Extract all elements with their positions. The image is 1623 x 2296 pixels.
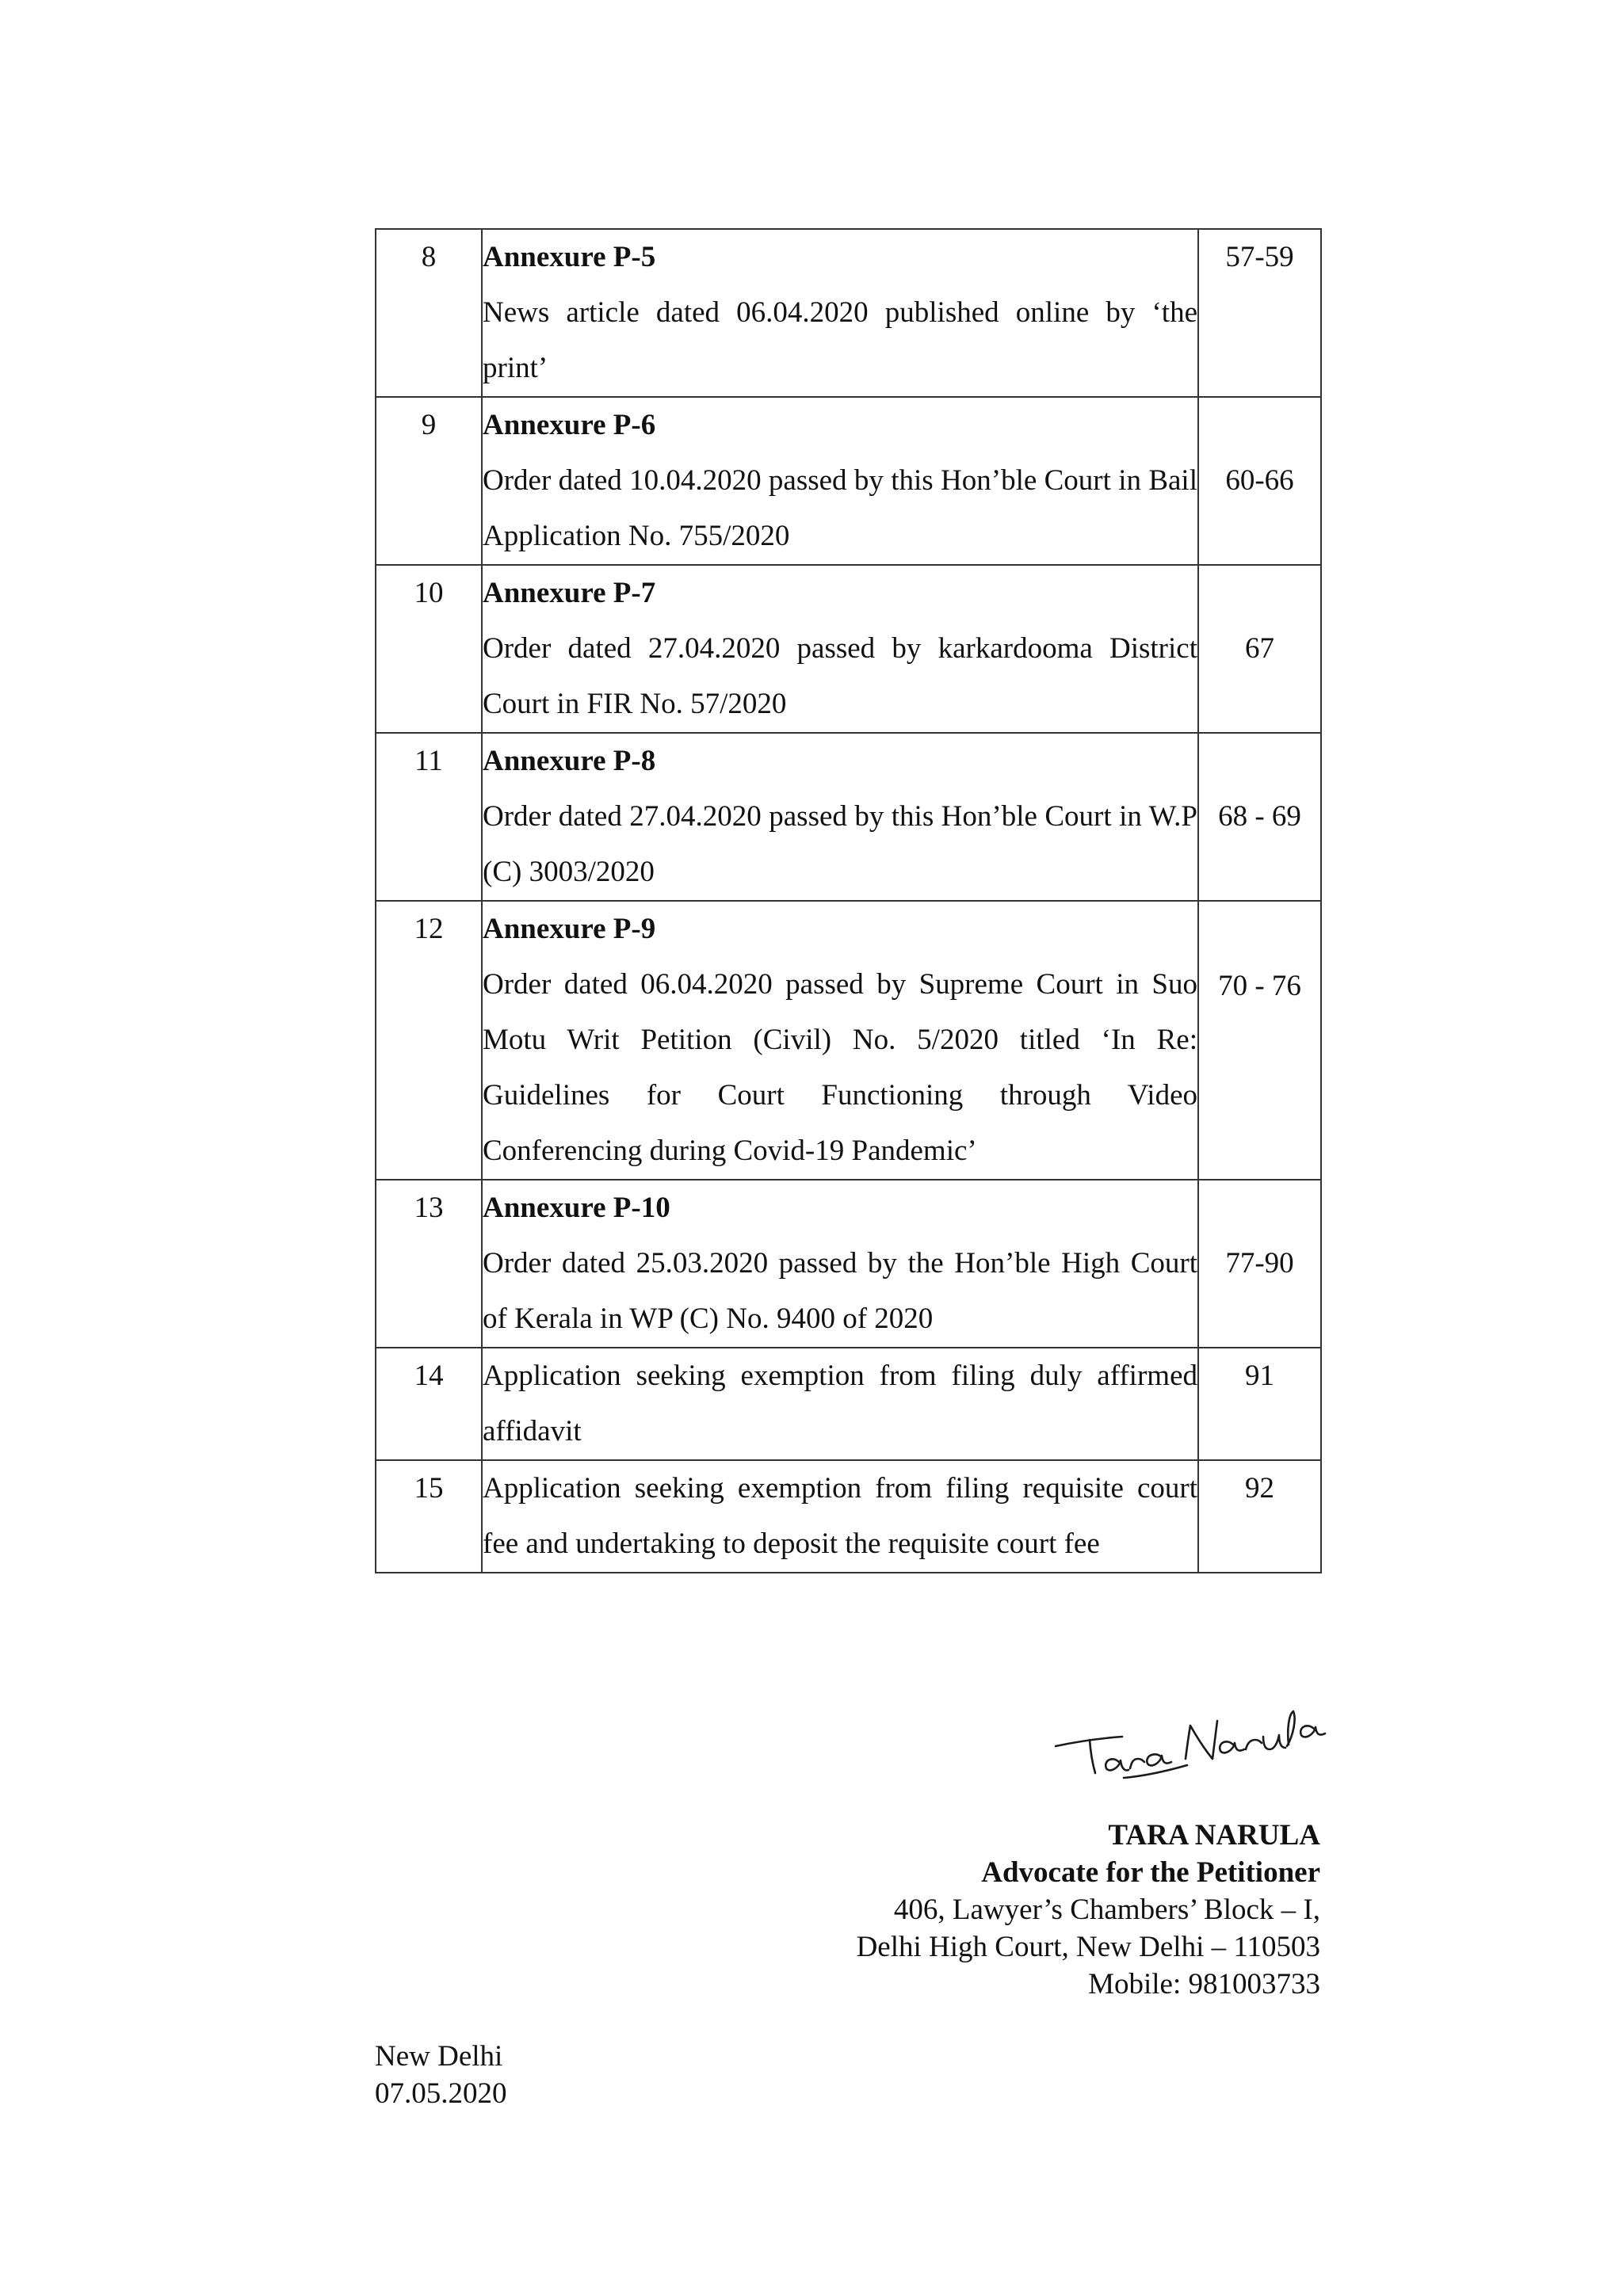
annexure-title: Annexure P-6	[483, 409, 656, 441]
address-line-1: 406, Lawyer’s Chambers’ Block – I,	[893, 1894, 1320, 1926]
address-line-2: Delhi High Court, New Delhi – 110503	[856, 1931, 1320, 1963]
mobile-number: Mobile: 981003733	[1088, 1968, 1320, 2000]
annexure-title: Annexure P-7	[483, 577, 656, 609]
document-description-cell	[482, 1460, 1198, 1573]
serial-number: 15	[376, 1460, 482, 1573]
serial-number: 10	[376, 565, 482, 733]
table-row	[376, 565, 1321, 733]
page-numbers: 60-66	[1198, 397, 1321, 565]
document-description: Order dated 27.04.2020 passed by karkardooma District Court in FIR No. 57/2020	[483, 632, 1197, 720]
annexure-title: Annexure P-5	[483, 241, 656, 273]
document-description: Order dated 27.04.2020 passed by this Hon’ble Court in W.P (C) 3003/2020	[483, 800, 1197, 888]
document-description-cell	[482, 1348, 1198, 1460]
table-row	[376, 901, 1321, 1180]
handwritten-signature	[1046, 1680, 1331, 1783]
annexure-title: Annexure P-10	[483, 1192, 670, 1224]
document-description-cell	[482, 1180, 1198, 1348]
serial-number: 11	[376, 733, 482, 901]
document-description-cell	[482, 901, 1198, 1180]
page-numbers: 68 - 69	[1198, 733, 1321, 901]
document-description: Application seeking exemption from filing duly affirmed affidavit	[483, 1360, 1197, 1447]
advocate-name: TARA NARULA	[1108, 1819, 1320, 1852]
advocate-role: Advocate for the Petitioner	[981, 1856, 1320, 1889]
serial-number: 9	[376, 397, 482, 565]
page-numbers: 70 - 76	[1198, 901, 1321, 1180]
date: 07.05.2020	[375, 2077, 507, 2110]
page-numbers: 67	[1198, 565, 1321, 733]
document-description-cell	[482, 229, 1198, 397]
document-description-cell	[482, 565, 1198, 733]
document-description: News article dated 06.04.2020 published online by ‘the print’	[483, 296, 1197, 384]
place: New Delhi	[375, 2040, 503, 2073]
table-row	[376, 1180, 1321, 1348]
table-row	[376, 397, 1321, 565]
serial-number: 14	[376, 1348, 482, 1460]
serial-number: 12	[376, 901, 482, 1180]
annexure-title: Annexure P-8	[483, 745, 656, 777]
document-description: Application seeking exemption from filing requisite court fee and undertaking to deposit the requisite court fee	[483, 1472, 1197, 1560]
advocate-signature-block	[857, 1817, 1320, 2003]
serial-number: 8	[376, 229, 482, 397]
page-numbers: 57-59	[1198, 229, 1321, 397]
table-row	[376, 1348, 1321, 1460]
table-row	[376, 229, 1321, 397]
table-row	[376, 1460, 1321, 1573]
document-description-cell	[482, 733, 1198, 901]
page-numbers: 92	[1198, 1460, 1321, 1573]
index-table	[375, 228, 1322, 1573]
document-description: Order dated 25.03.2020 passed by the Hon’ble High Court of Kerala in WP (C) No. 9400 of 2020	[483, 1247, 1197, 1335]
page-numbers: 91	[1198, 1348, 1321, 1460]
document-description-cell	[482, 397, 1198, 565]
table-row	[376, 733, 1321, 901]
document-description: Order dated 06.04.2020 passed by Supreme Court in Suo Motu Writ Petition (Civil) No. 5/2020 titled ‘In Re: Guidelines for Court Functioning through Video Conferencing during Covid-19 Pandemic’	[483, 968, 1197, 1167]
serial-number: 13	[376, 1180, 482, 1348]
document-description: Order dated 10.04.2020 passed by this Hon’ble Court in Bail Application No. 755/2020	[483, 464, 1197, 552]
page-numbers: 77-90	[1198, 1180, 1321, 1348]
place-date-block	[375, 2038, 507, 2112]
annexure-title: Annexure P-9	[483, 913, 656, 945]
